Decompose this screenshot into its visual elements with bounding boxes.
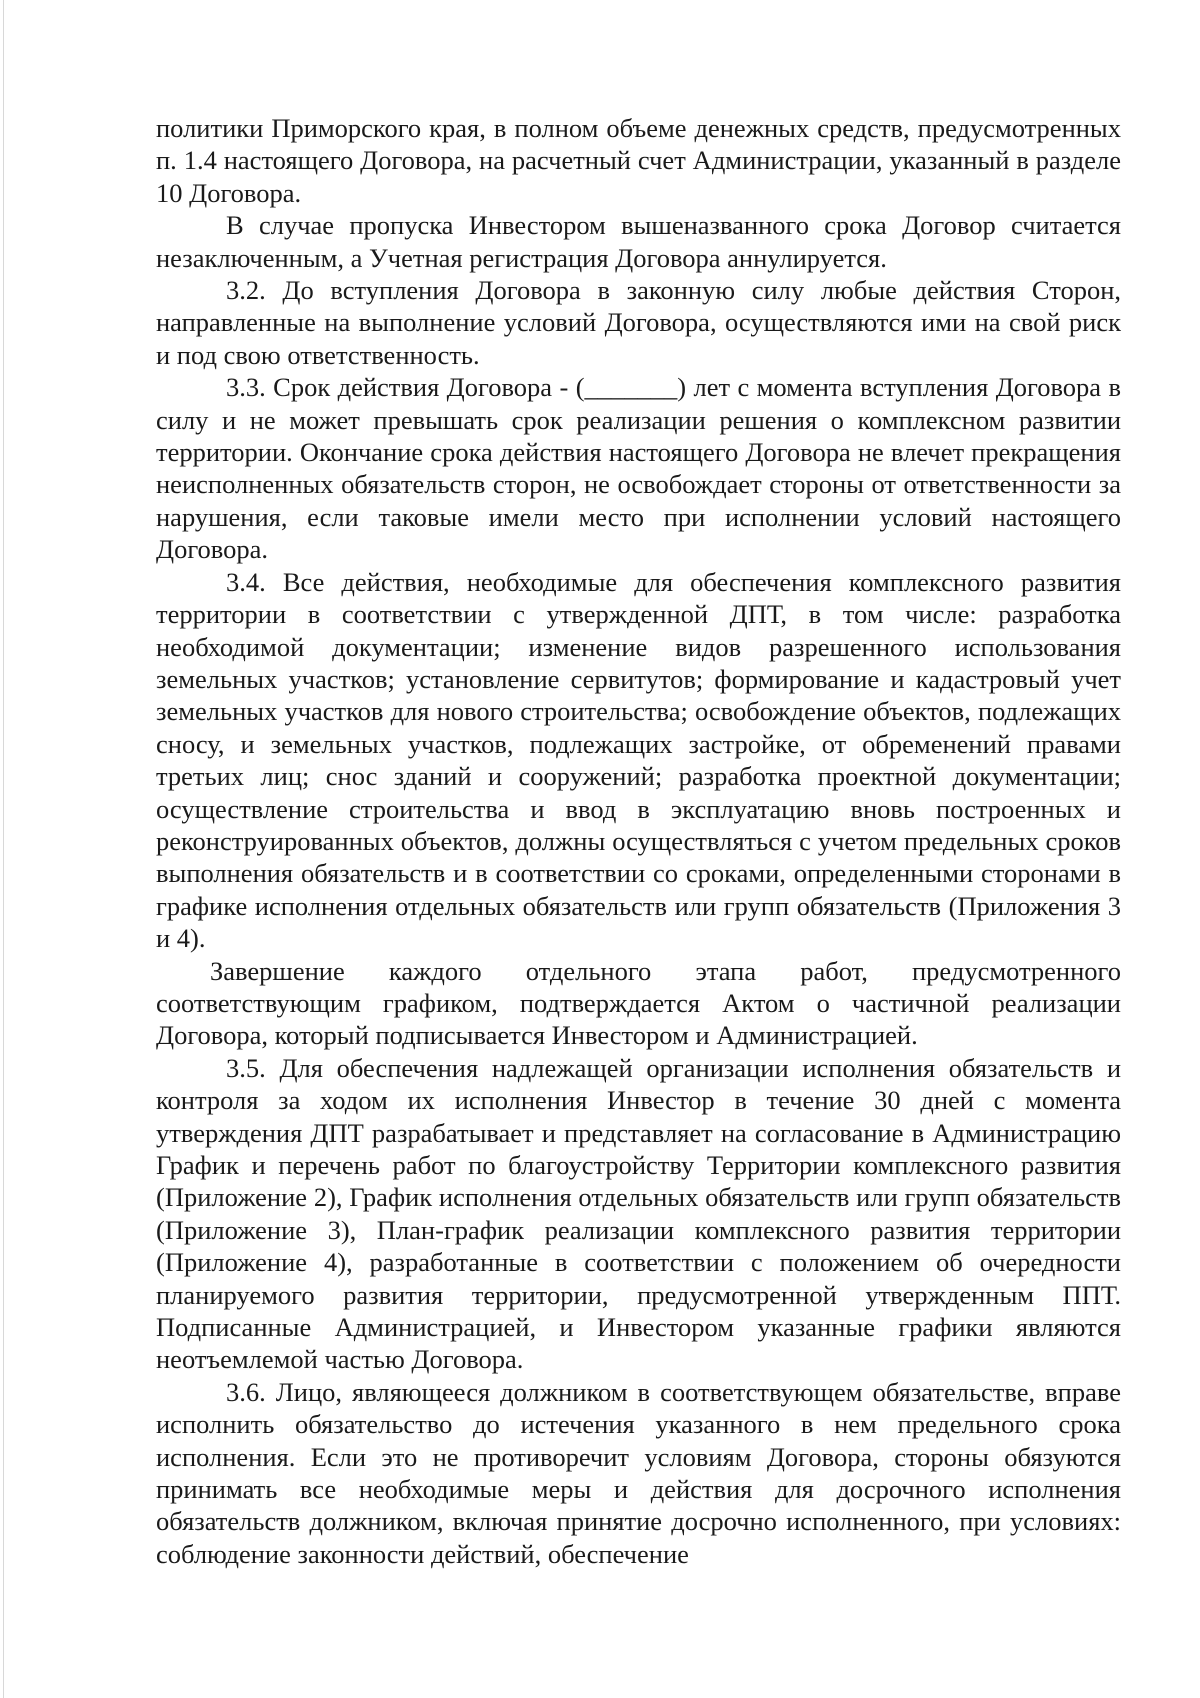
paragraph-3-3: 3.3. Срок действия Договора - (_______) лет с момента вступления Договора в силу и не может превышать срок реализации решения о комплексном развитии территории. Окончание срока действия настоящего Договора не влечет прекращения неисполненных обязательств сторон, не освобождает стороны от ответственности за нарушения, если таковые имели место при исполнении условий настоящего Договора. [156, 372, 1121, 565]
paragraph-missed-deadline: В случае пропуска Инвестором вышеназванного срока Договор считается незаключенным, а Учетная регистрация Договора аннулируется. [156, 210, 1121, 273]
paragraph-3-2: 3.2. До вступления Договора в законную силу любые действия Сторон, направленные на выполнение условий Договора, осуществляются ими на свой риск и под свою ответственность. [156, 275, 1121, 370]
paragraph-3-5: 3.5. Для обеспечения надлежащей организации исполнения обязательств и контроля за ходом их исполнения Инвестор в течение 30 дней с момента утверждения ДПТ разрабатывает и представляет на согласование в Администрацию График и перечень работ по благоустройству Территории комплексного развития (Приложение 2), График исполнения отдельных обязательств или групп обязательств (Приложение 3), План-график реализации комплексного развития территории (Приложение 4), разработанные в соответствии с положением об очередности планируемого развития территории, предусмотренной утвержденным ППТ. Подписанные Администрацией, и Инвестором указанные графики являются неотъемлемой частью Договора. [156, 1052, 1121, 1375]
paragraph-continuation: политики Приморского края, в полном объеме денежных средств, предусмотренных п. 1.4 настоящего Договора, на расчетный счет Администрации, указанный в разделе 10 Договора. [156, 113, 1121, 208]
document-page [156, 112, 1121, 1570]
paragraph-3-6: 3.6. Лицо, являющееся должником в соответствующем обязательстве, вправе исполнить обязательство до истечения указанного в нем предельного срока исполнения. Если это не противоречит условиям Договора, стороны обязуются принимать все необходимые меры и действия для досрочного исполнения обязательств должником, включая принятие досрочно исполненного, при условиях: соблюдение законности действий, обеспечение [156, 1376, 1121, 1569]
paragraph-stage-completion: Завершение каждого отдельного этапа работ, предусмотренного соответствующим графиком, подтверждается Актом о частичной реализации Договора, который подписывается Инвестором и Администрацией. [156, 955, 1121, 1051]
paragraph-3-4: 3.4. Все действия, необходимые для обеспечения комплексного развития территории в соответствии с утвержденной ДПТ, в том числе: разработка необходимой документации; изменение видов разрешенного использования земельных участков; установление сервитутов; формирование и кадастровый учет земельных участков для нового строительства; освобождение объектов, подлежащих сносу, и земельных участков, подлежащих застройке, от обременений правами третьих лиц; снос зданий и сооружений; разработка проектной документации; осуществление строительства и ввод в эксплуатацию вновь построенных и реконструированных объектов, должны осуществляться с учетом предельных сроков выполнения обязательств и в соответствии со сроками, определенными сторонами в графике исполнения отдельных обязательств или групп обязательств (Приложения 3 и 4). [156, 566, 1121, 954]
scan-edge-line [3, 0, 4, 1698]
